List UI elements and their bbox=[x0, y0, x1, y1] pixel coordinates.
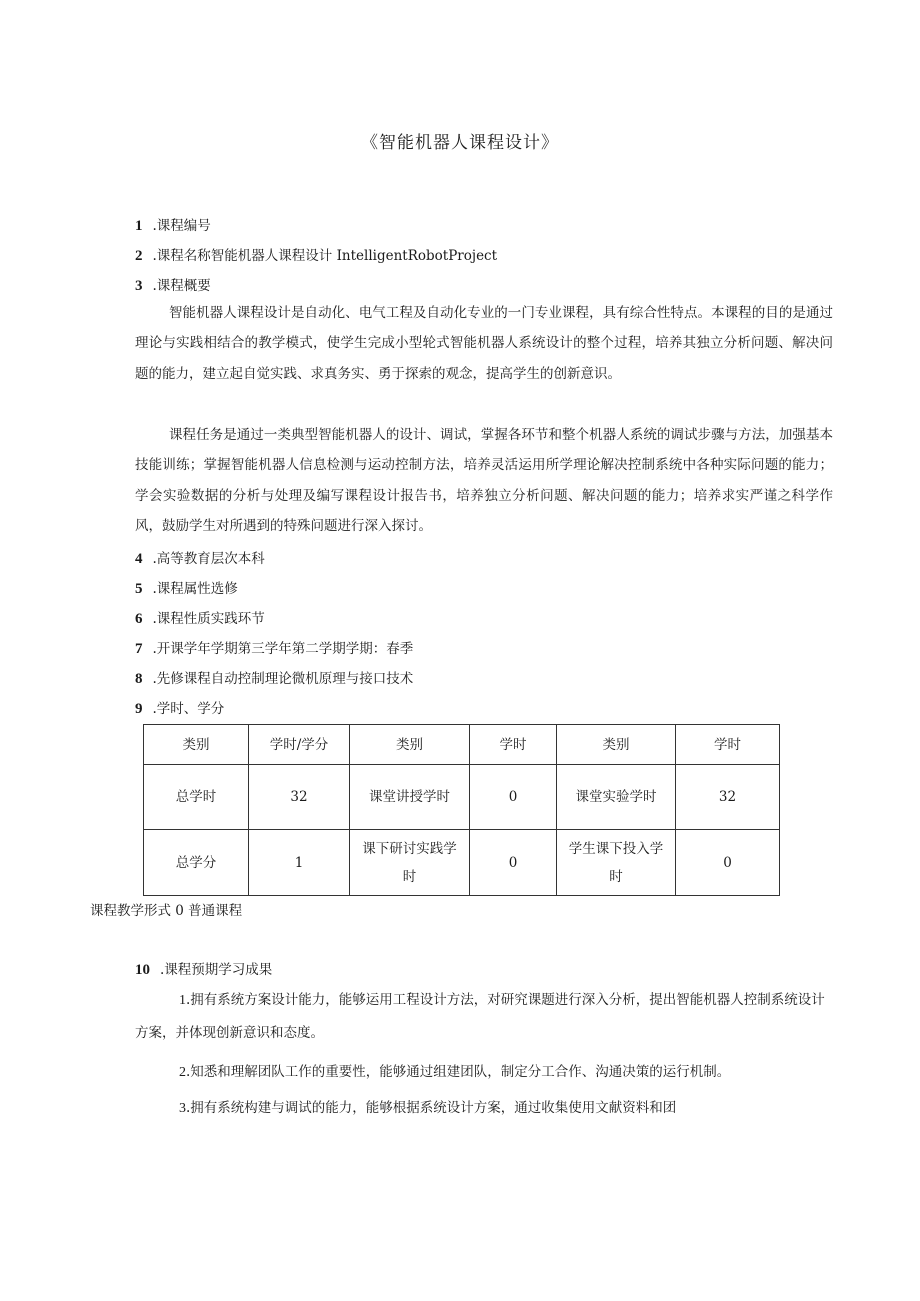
item-text: .课程属性选修 bbox=[152, 581, 238, 597]
item-course-nature bbox=[135, 607, 265, 628]
table-header-cell: 类别 bbox=[350, 725, 470, 765]
item-number: 5 bbox=[135, 581, 143, 597]
item-hours-credits bbox=[135, 697, 224, 718]
table-cell: 总学分 bbox=[144, 830, 249, 896]
item-text: .课程性质实践环节 bbox=[152, 611, 265, 627]
item-course-name bbox=[135, 244, 497, 265]
item-number: 4 bbox=[135, 551, 143, 567]
item-number: 7 bbox=[135, 641, 143, 657]
item-text: .课程预期学习成果 bbox=[160, 962, 273, 978]
table-cell: 课堂讲授学时 bbox=[350, 765, 470, 830]
table-cell: 1 bbox=[249, 830, 350, 896]
item-number: 2 bbox=[135, 248, 143, 264]
summary-paragraph-2: 课程任务是通过一类典型智能机器人的设计、调试，掌握各环节和整个机器人系统的调试步骤与方法，加强基本技能训练；掌握智能机器人信息检测与运动控制方法，培养灵活运用所学理论解决控制系统中各种实际问题的能力；学会实验数据的分析与处理及编写课程设计报告书，培养独立分析问题、解决问题的能力；培养求实严谨之科学作风，鼓励学生对所遇到的特殊问题进行深入探讨。 bbox=[135, 427, 833, 534]
item-learning-outcomes bbox=[135, 958, 272, 979]
item-text: .开课学年学期第三学年第二学期学期：春季 bbox=[152, 641, 414, 657]
outcome-number: 3 bbox=[179, 1101, 186, 1116]
table-cell: 课下研讨实践学时 bbox=[350, 830, 470, 896]
item-semester bbox=[135, 637, 413, 658]
table-header-cell: 类别 bbox=[557, 725, 676, 765]
item-course-attribute bbox=[135, 577, 238, 598]
item-text: .高等教育层次本科 bbox=[152, 551, 265, 567]
item-text: .课程编号 bbox=[152, 218, 211, 234]
teaching-form: 课程教学形式 0 普通课程 bbox=[90, 903, 243, 919]
outcome-number: 2 bbox=[179, 1065, 186, 1080]
outcome-text: .拥有系统方案设计能力，能够运用工程设计方法，对研究课题进行深入分析，提出智能机器人控制系统设计方案，并体现创新意识和态度。 bbox=[135, 992, 825, 1041]
table-cell: 0 bbox=[470, 765, 557, 830]
item-number: 9 bbox=[135, 701, 143, 717]
item-number: 3 bbox=[135, 278, 143, 294]
table-cell: 32 bbox=[249, 765, 350, 830]
outcome-text: .拥有系统构建与调试的能力，能够根据系统设计方案，通过收集使用文献资料和团 bbox=[186, 1100, 677, 1116]
outcome-2 bbox=[135, 1056, 835, 1089]
item-course-code bbox=[135, 214, 211, 235]
table-cell: 课堂实验学时 bbox=[557, 765, 676, 830]
item-text: .课程概要 bbox=[152, 278, 211, 294]
document-title: 《智能机器人课程设计》 bbox=[361, 133, 559, 153]
item-text: .课程名称智能机器人课程设计 IntelligentRobotProject bbox=[152, 248, 498, 264]
item-number: 1 bbox=[135, 218, 143, 234]
table-cell: 0 bbox=[470, 830, 557, 896]
summary-paragraph-1: 智能机器人课程设计是自动化、电气工程及自动化专业的一门专业课程，具有综合性特点。本课程的目的是通过理论与实践相结合的教学模式，使学生完成小型轮式智能机器人系统设计的整个过程，培养其独立分析问题、解决问题的能力，建立起自觉实践、求真务实、勇于探索的观念，提高学生的创新意识。 bbox=[135, 305, 833, 382]
outcome-1 bbox=[135, 984, 835, 1049]
table-cell: 总学时 bbox=[144, 765, 249, 830]
item-text: .学时、学分 bbox=[152, 701, 225, 717]
item-prerequisites bbox=[135, 667, 413, 688]
table-header-cell: 类别 bbox=[144, 725, 249, 765]
table-row bbox=[144, 830, 780, 896]
outcome-number: 1 bbox=[179, 993, 186, 1008]
item-course-summary bbox=[135, 274, 211, 295]
item-number: 6 bbox=[135, 611, 143, 627]
table-header-cell: 学时 bbox=[470, 725, 557, 765]
item-number: 8 bbox=[135, 671, 143, 687]
table-cell: 32 bbox=[676, 765, 780, 830]
table-cell: 0 bbox=[676, 830, 780, 896]
table-row bbox=[144, 765, 780, 830]
item-text: .先修课程自动控制理论微机原理与接口技术 bbox=[152, 671, 414, 687]
table-cell: 学生课下投入学时 bbox=[557, 830, 676, 896]
outcome-text: .知悉和理解团队工作的重要性，能够通过组建团队，制定分工合作、沟通决策的运行机制。 bbox=[186, 1064, 731, 1080]
item-number: 10 bbox=[135, 962, 150, 978]
item-education-level bbox=[135, 547, 265, 568]
hours-table bbox=[143, 724, 780, 896]
table-header-cell: 学时 bbox=[676, 725, 780, 765]
table-header-row bbox=[144, 725, 780, 765]
outcome-3 bbox=[135, 1092, 835, 1125]
table-header-cell: 学时/学分 bbox=[249, 725, 350, 765]
